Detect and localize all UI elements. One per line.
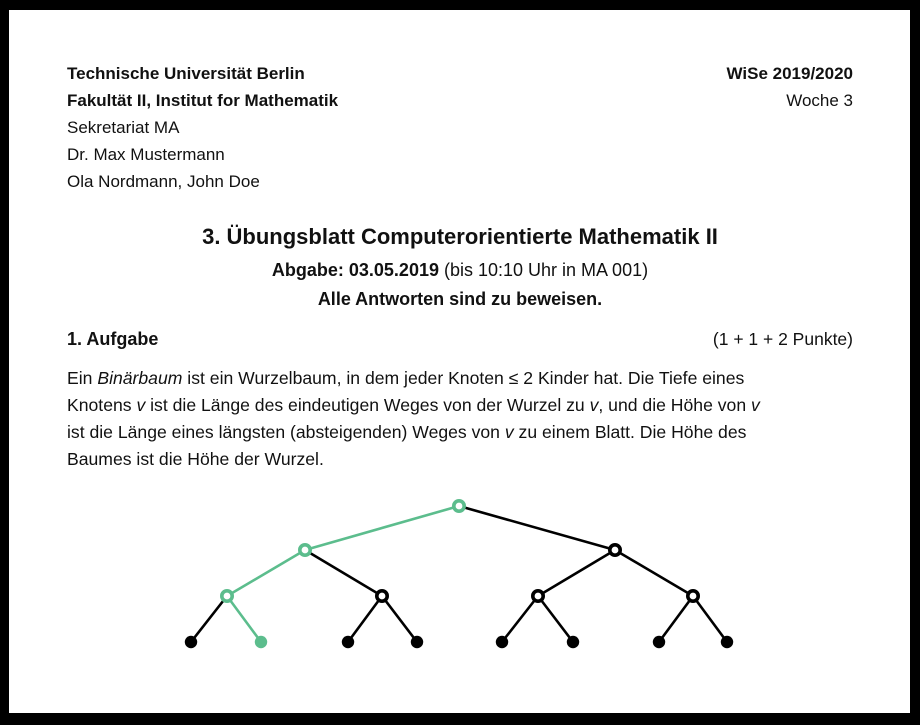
- tree-inner-node: [300, 545, 310, 555]
- proof-note: Alle Antworten sind zu beweisen.: [317, 289, 603, 309]
- text-run: v: [504, 422, 514, 442]
- sheet-title: 3. Übungsblatt Computerorientierte Mathematik II: [202, 224, 718, 249]
- faculty-name: Fakultät II, Institut for Mathematik: [67, 91, 339, 110]
- text-run: v: [751, 395, 760, 415]
- tree-edge: [227, 596, 261, 642]
- secretariat: Sekretariat MA: [67, 118, 180, 137]
- tree-edge: [538, 596, 573, 642]
- tree-leaf-node: [342, 636, 354, 648]
- tree-inner-node: [377, 591, 387, 601]
- tree-leaf-node: [496, 636, 508, 648]
- tree-edge: [502, 596, 538, 642]
- tree-edge: [693, 596, 727, 642]
- text-run: ist die Länge eines längsten (absteigenden) Weges von: [67, 422, 505, 442]
- tree-leaf-node: [411, 636, 423, 648]
- text-run: ist ein Wurzelbaum, in dem jeder Knoten ≤ 2 Kinder hat. Die Tiefe eines: [182, 368, 745, 388]
- tree-inner-node: [688, 591, 698, 601]
- tree-leaf-node: [567, 636, 579, 648]
- task-label: 1. Aufgabe: [67, 329, 159, 349]
- tree-leaf-node: [721, 636, 733, 648]
- tree-leaf-node: [185, 636, 197, 648]
- tree-inner-node: [222, 591, 232, 601]
- tree-leaf-node: [653, 636, 665, 648]
- university-name: Technische Universität Berlin: [67, 64, 305, 83]
- tree-inner-node: [610, 545, 620, 555]
- assistants-names: Ola Nordmann, John Doe: [67, 172, 260, 191]
- week-label: Woche 3: [786, 91, 853, 110]
- tree-inner-node: [533, 591, 543, 601]
- tree-edge: [459, 506, 615, 550]
- lecturer-name: Dr. Max Mustermann: [67, 145, 225, 164]
- task-points: (1 + 1 + 2 Punkte): [712, 329, 853, 349]
- tree-edge: [191, 596, 227, 642]
- tree-edge: [382, 596, 417, 642]
- text-run: Knotens: [67, 395, 137, 415]
- text-run: Baumes ist die Höhe der Wurzel.: [67, 449, 324, 469]
- text-run: zu einem Blatt. Die Höhe des: [513, 422, 747, 442]
- text-run: Abgabe: 03.05.2019: [271, 260, 439, 280]
- text-run: v: [589, 395, 599, 415]
- tree-leaf-node: [255, 636, 267, 648]
- tree-edge: [615, 550, 693, 596]
- tree-edge: [227, 550, 305, 596]
- tree-edge: [305, 506, 459, 550]
- text-run: v: [136, 395, 146, 415]
- semester-label: WiSe 2019/2020: [726, 64, 853, 83]
- text-run: Binärbaum: [97, 368, 183, 388]
- text-run: ist die Länge des eindeutigen Weges von der Wurzel zu: [145, 395, 590, 415]
- text-run: Ein: [67, 368, 98, 388]
- text-run: , und die Höhe von: [598, 395, 751, 415]
- tree-edge: [305, 550, 382, 596]
- text-run: (bis 10:10 Uhr in MA 001): [438, 260, 649, 280]
- tree-edge: [348, 596, 382, 642]
- tree-inner-node: [454, 501, 464, 511]
- tree-edge: [659, 596, 693, 642]
- tree-edge: [538, 550, 615, 596]
